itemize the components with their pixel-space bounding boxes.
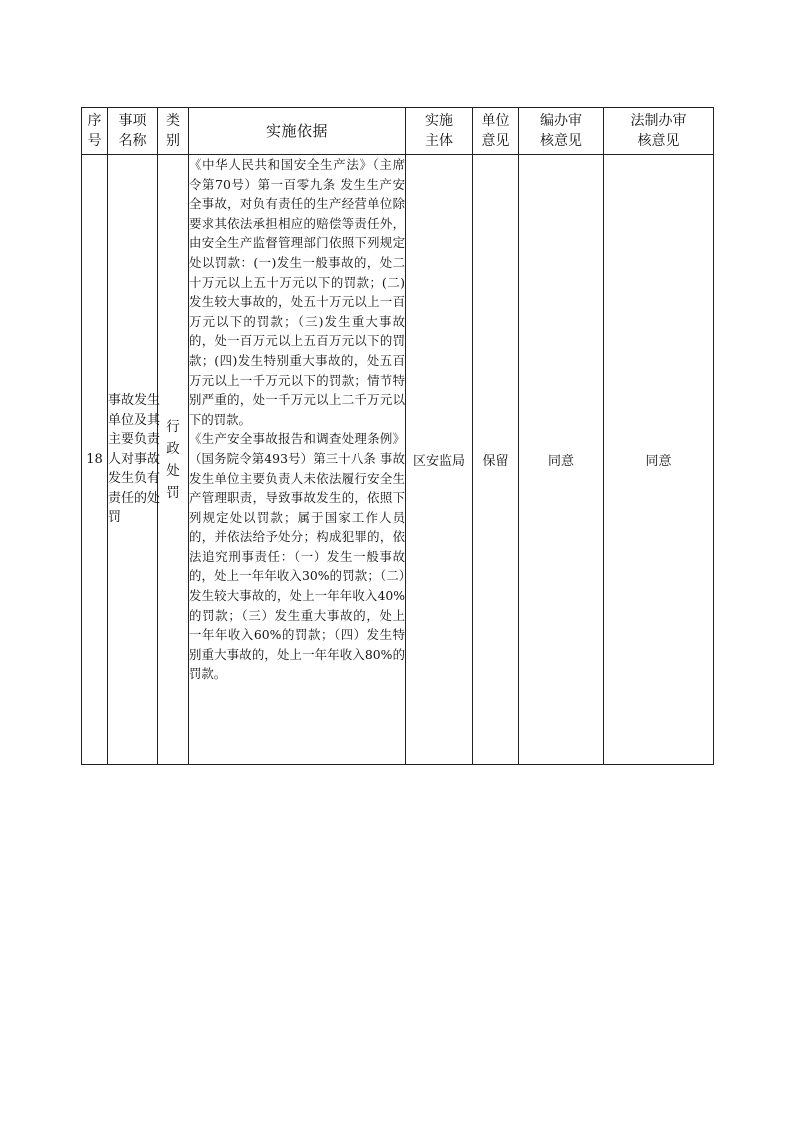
- basis-paragraph-accident-regulation: 《生产安全事故报告和调查处理条例》（国务院令第493号）第三十八条 事故发生单位主要负责人未依法履行安全生产管理职责，导致事故发生的，依照下列规定处以罚款；属于国家工作人员的，并依法给予处分；构成犯罪的，依法追究刑事责任：（一）发生一般事故的，处上一年年收入30%的罚款；（二）发生较大事故的，处上一年年收入40%的罚款；（三）发生重大事故的，处上一年年收入60%的罚款；（四）发生特别重大事故的，处上一年年收入80%的罚款。: [189, 431, 405, 682]
- row-unit-opinion: 保留: [473, 155, 519, 765]
- row-fazhi-opinion: 同意: [604, 155, 714, 765]
- basis-paragraph-safety-law: 《中华人民共和国安全生产法》（主席令第70号）第一百零九条 发生生产安全事故，对负有责任的生产经营单位除要求其依法承担相应的赔偿等责任外，由安全生产监督管理部门依照下列规定处以罚款：(一)发生一般事故的，处二十万元以上五十万元以下的罚款；(二)发生较大事故的，处五十万元以上一百万元以下的罚款；（三)发生重大事故的，处一百万元以上五百万元以下的罚款；(四)发生特别重大事故的，处五百万元以上一千万元以下的罚款；情节特别严重的，处一千万元以上二千万元以下的罚款。: [189, 157, 405, 427]
- header-subject: 实施主体: [406, 108, 473, 155]
- header-unit-opinion: 单位意见: [473, 108, 519, 155]
- header-basis: 实施依据: [189, 108, 406, 155]
- table-header: [82, 108, 714, 155]
- header-fazhi-opinion: 法制办审核意见: [604, 108, 714, 155]
- approval-table: [81, 107, 714, 765]
- row-subject: 区安监局: [406, 155, 473, 765]
- row-item-name: 事故发生单位及其主要负责人对事故发生负有责任的处罚: [108, 155, 158, 765]
- row-category: 行政处罚: [158, 155, 189, 765]
- row-basis: [189, 155, 406, 765]
- header-bianban-opinion: 编办审核意见: [519, 108, 604, 155]
- row-bianban-opinion: 同意: [519, 155, 604, 765]
- row-seq: 18: [82, 155, 108, 765]
- table-row: [82, 155, 714, 765]
- header-name: 事项名称: [108, 108, 158, 155]
- header-category: 类别: [158, 108, 189, 155]
- header-seq: 序号: [82, 108, 108, 155]
